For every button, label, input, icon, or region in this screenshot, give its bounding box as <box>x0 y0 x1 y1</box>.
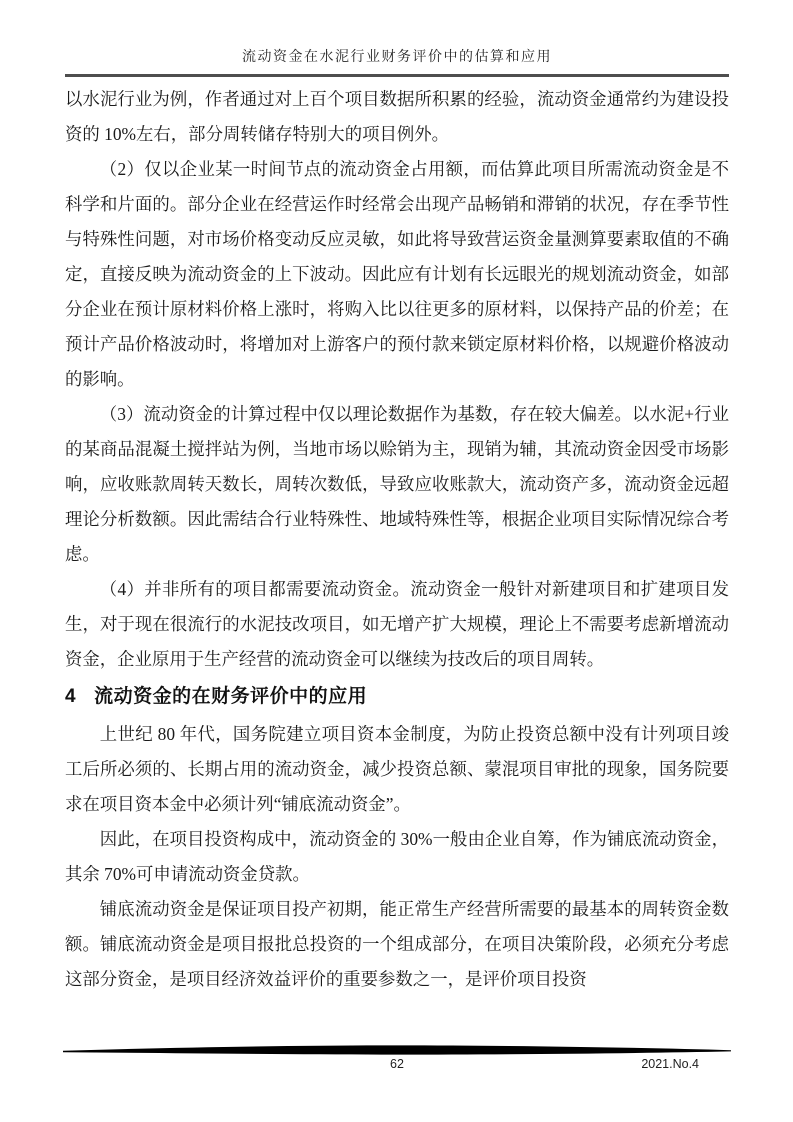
paragraph-point-4: （4）并非所有的项目都需要流动资金。流动资金一般针对新建项目和扩建项目发生，对于现在很流行的水泥技改项目，如无增产扩大规模，理论上不需要考虑新增流动资金，企业原用于生产经营的流动资金可以继续为技改后的项目周转。 <box>65 579 729 669</box>
paragraph-point-3: （3）流动资金的计算过程中仅以理论数据作为基数，存在较大偏差。以水泥+行业的某商品混凝土搅拌站为例，当地市场以赊销为主，现销为辅，其流动资金因受市场影响，应收账款周转天数长，周转次数低，导致应收账款大，流动资产多，流动资金远超理论分析数额。因此需结合行业特殊性、地域特殊性等，根据企业项目实际情况综合考虑。 <box>65 404 729 564</box>
section-title: 流动资金的在财务评价中的应用 <box>94 686 368 707</box>
document-body <box>65 82 729 997</box>
footer-row <box>63 1057 731 1075</box>
page-header <box>65 46 729 77</box>
journal-issue-label: 2021.No.4 <box>641 1057 699 1071</box>
paragraph-30-70-split: 因此，在项目投资构成中，流动资金的 30%一般由企业自筹，作为铺底流动资金，其余 70%可申请流动资金贷款。 <box>65 829 729 884</box>
header-rule <box>65 74 729 77</box>
running-header-title: 流动资金在水泥行业财务评价中的估算和应用 <box>242 50 552 65</box>
paragraph-point-2: （2）仅以企业某一时间节点的流动资金占用额，而估算此项目所需流动资金是不科学和片面的。部分企业在经营运作时经常会出现产品畅销和滞销的状况，存在季节性与特殊性问题，对市场价格变动反应灵敏，如此将导致营运资金量测算要素取值的不确定，直接反映为流动资金的上下波动。因此应有计划有长远眼光的规划流动资金，如部分企业在预计原材料价格上涨时，将购入比以往更多的原材料，以保持产品的价差；在预计产品价格波动时，将增加对上游客户的预付款来锁定原材料价格，以规避价格波动的影响。 <box>65 159 729 389</box>
paragraph-continuation: 以水泥行业为例，作者通过对上百个项目数据所积累的经验，流动资金通常约为建设投资的 10%左右，部分周转储存特别大的项目例外。 <box>65 89 729 144</box>
page-footer <box>63 1044 731 1075</box>
page-number: 62 <box>390 1057 404 1071</box>
section-heading <box>65 680 729 714</box>
footer-ink-rule <box>63 1044 731 1056</box>
paragraph-capital-system: 上世纪 80 年代，国务院建立项目资本金制度，为防止投资总额中没有计列项目竣工后所必须的、长期占用的流动资金，减少投资总额、蒙混项目审批的现象，国务院要求在项目资本金中必须计列“铺底流动资金”。 <box>65 724 729 814</box>
paragraph-initial-working-capital: 铺底流动资金是保证项目投产初期，能正常生产经营所需要的最基本的周转资金数额。铺底流动资金是项目报批总投资的一个组成部分，在项目决策阶段，必须充分考虑这部分资金，是项目经济效益评价的重要参数之一，是评价项目投资 <box>65 899 729 989</box>
section-number: 4 <box>65 686 77 707</box>
page-content <box>65 46 729 997</box>
